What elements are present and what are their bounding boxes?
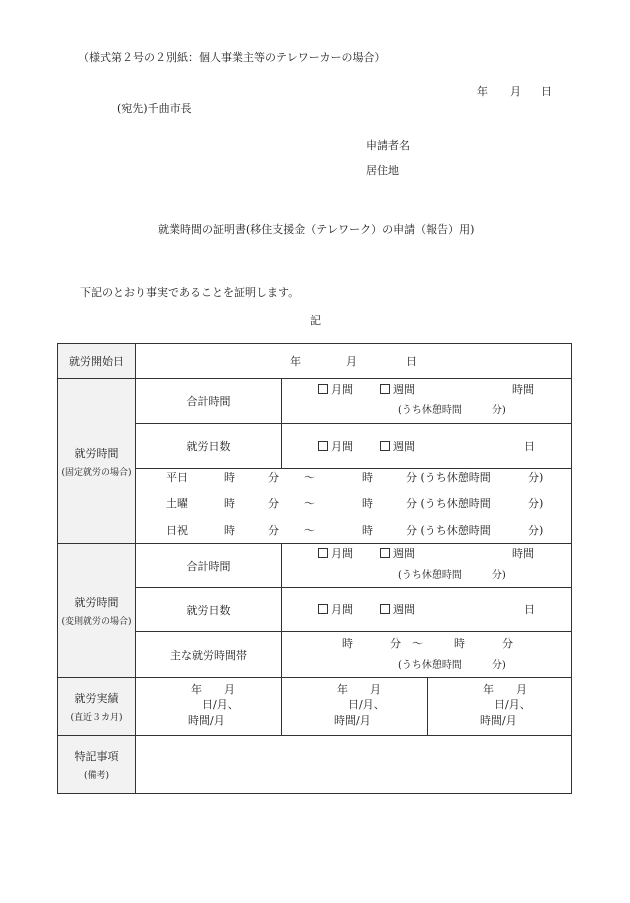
applicant-name-label: 申請者名: [366, 139, 410, 152]
row-fixed-schedule: [58, 469, 572, 544]
notes-label: 特記事項 (備考): [58, 736, 136, 794]
document-title: 就業時間の証明書(移住支援金（テレワーク）の申請（報告）用): [158, 223, 475, 236]
addressee: (宛先)千曲市長: [117, 102, 192, 115]
monthly-checkbox[interactable]: [318, 441, 328, 451]
certificate-table: [57, 343, 572, 794]
start-date-label: 就労開始日: [58, 344, 136, 379]
weekly-checkbox[interactable]: [380, 384, 390, 394]
row-notes: [58, 736, 572, 794]
fixed-days-label: 就労日数: [136, 424, 282, 469]
date-day: 日: [541, 85, 552, 98]
record-month-3[interactable]: 年 月 日/月、 時間/月: [428, 678, 572, 736]
row-record: [58, 678, 572, 736]
applicant-address-label: 居住地: [366, 164, 399, 177]
row-fixed-total: [58, 379, 572, 424]
record-month-1[interactable]: 年 月 日/月、 時間/月: [136, 678, 282, 736]
row-variable-total: [58, 544, 572, 588]
row-variable-main: [58, 632, 572, 678]
variable-total-label: 合計時間: [136, 544, 282, 588]
variable-days-label: 就労日数: [136, 588, 282, 632]
fixed-total-label: 合計時間: [136, 379, 282, 424]
main-hours-value[interactable]: 時 分 ～ 時 分 (うち休憩時間 分): [282, 632, 572, 678]
fixed-schedule[interactable]: 平日 時 分 ～ 時 分 (うち休憩時間 分) 土曜 時 分 ～ 時 分 (うち休憩時間 分) 日祝 時 分 ～ 時 分 (うち休憩時間 分): [136, 469, 572, 544]
variable-hours-label: 就労時間 (変則就労の場合): [58, 544, 136, 678]
fixed-days-value[interactable]: 月間 週間 日: [282, 424, 572, 469]
statement: 下記のとおり事実であることを証明します。: [80, 286, 300, 299]
monthly-checkbox[interactable]: [318, 384, 328, 394]
start-date-value[interactable]: 年 月 日: [136, 344, 572, 379]
date-year: 年: [477, 85, 488, 98]
fixed-total-value[interactable]: 月間 週間 時間 (うち休憩時間 分): [282, 379, 572, 424]
record-month-2[interactable]: 年 月 日/月、 時間/月: [282, 678, 428, 736]
record-label: 就労実績 (直近３カ月): [58, 678, 136, 736]
row-fixed-days: [58, 424, 572, 469]
weekly-checkbox[interactable]: [380, 548, 390, 558]
notes-value[interactable]: [136, 736, 572, 794]
row-start-date: [58, 344, 572, 379]
fixed-hours-label: 就労時間 (固定就労の場合): [58, 379, 136, 544]
form-id: （様式第２号の２別紙：個人事業主等のテレワーカーの場合）: [78, 51, 386, 64]
date-month: 月: [510, 85, 521, 98]
monthly-checkbox[interactable]: [318, 604, 328, 614]
monthly-checkbox[interactable]: [318, 548, 328, 558]
weekly-checkbox[interactable]: [380, 604, 390, 614]
variable-days-value[interactable]: 月間 週間 日: [282, 588, 572, 632]
ki-heading: 記: [310, 314, 321, 327]
main-hours-label: 主な就労時間帯: [136, 632, 282, 678]
weekly-checkbox[interactable]: [380, 441, 390, 451]
variable-total-value[interactable]: 月間 週間 時間 (うち休憩時間 分): [282, 544, 572, 588]
row-variable-days: [58, 588, 572, 632]
